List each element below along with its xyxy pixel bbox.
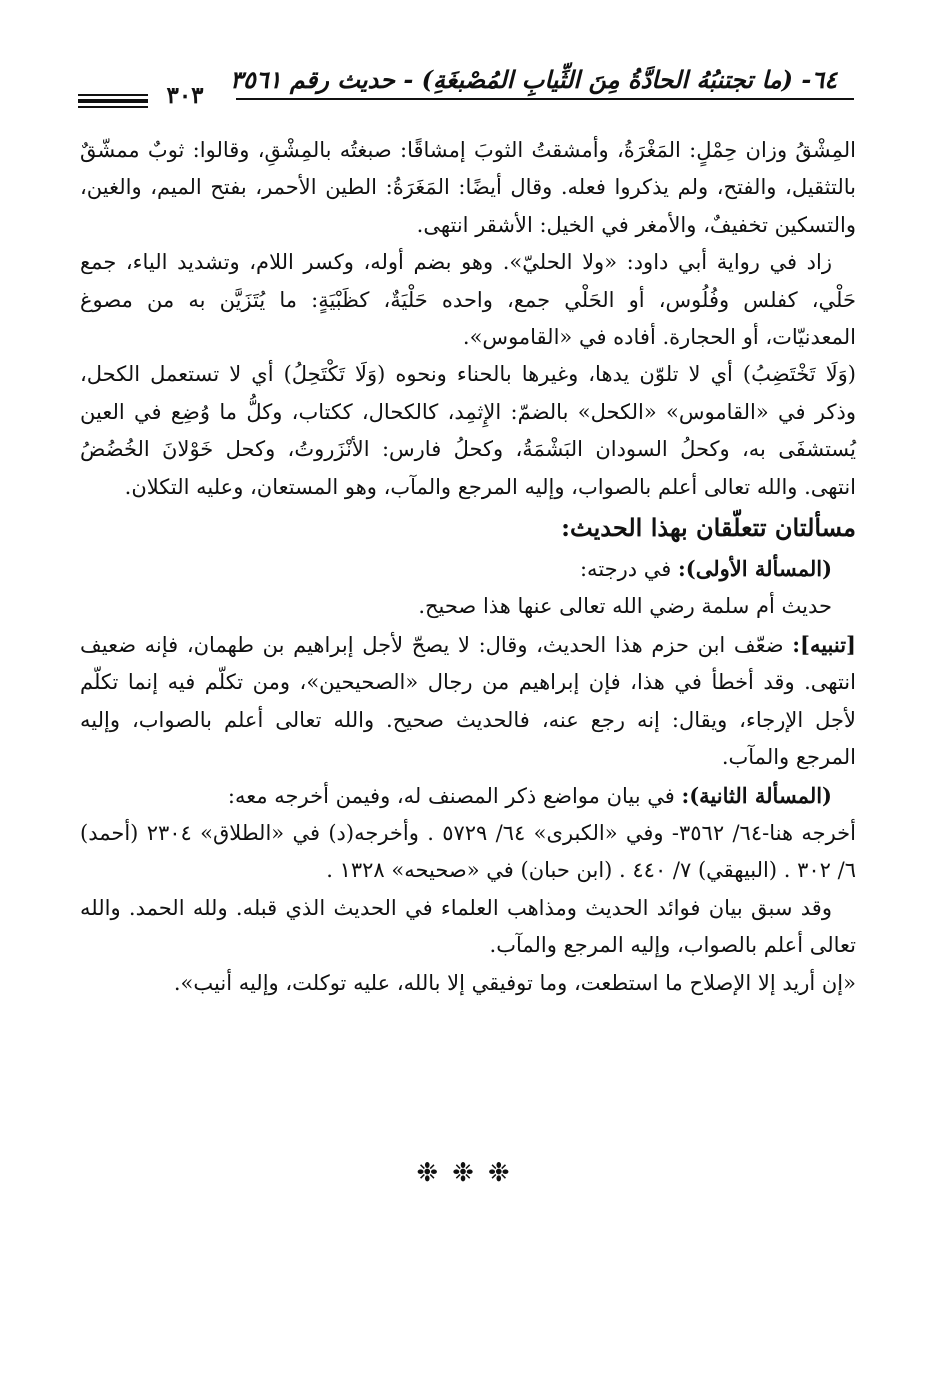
section-end-ornament: ❉❉❉ xyxy=(416,1158,524,1188)
page-number-rule xyxy=(78,94,148,96)
note-paragraph xyxy=(80,626,856,777)
running-header-title: ٦٤- (ما تجتنبُهُ الحادَّةُ مِنَ الثِّيابِ المُصْبغَةِ) - حديث رقم ٣٥٦١ xyxy=(230,64,838,94)
note-label: [تنبيه]: xyxy=(792,631,856,657)
page-number-rule xyxy=(78,99,148,103)
paragraph-kohl: (وَلَا تَخْتَضِبُ) أي لا تلوّن يدها، وغيرها بالحناء ونحوه (وَلَا تَكْتَحِلُ) أي لا تستعمل الكحل، وذكر في «القاموس» «الكحل» بالضمّ: الإِثمِد، كالكحال، ككتاب، وكلُّ ما وُضِع في العين يُستشفَى به، وكحلُ السودان البَشْمَةُ، وكحلُ فارس: الأنْزَروتُ، وكحل خَوْلانَ الخُضُضُ انتهى. والله تعالى أعلم بالصواب، وإليه المرجع والمآب، وهو المستعان، وعليه التكلان. xyxy=(80,362,856,499)
issue-two-text: في بيان مواضع ذكر المصنف له، وفيمن أخرجه معه: xyxy=(227,783,675,808)
main-text xyxy=(80,132,856,1002)
page-number-block xyxy=(78,82,238,112)
page-number: ٣٠٣ xyxy=(166,82,204,109)
issue-one-label: (المسألة الأولى): xyxy=(678,556,832,582)
page-number-rule xyxy=(78,106,148,108)
issue-one xyxy=(80,550,856,588)
issue-two-label: (المسألة الثانية): xyxy=(681,782,832,808)
header-rule xyxy=(236,98,854,100)
paragraph-grade: حديث أم سلمة رضي الله تعالى عنها هذا صحيح. xyxy=(418,594,832,619)
paragraph-benefits: وقد سبق بيان فوائد الحديث ومذاهب العلماء في الحديث الذي قبله. ولله الحمد. والله تعالى أعلم بالصواب، وإليه المرجع والمآب. xyxy=(80,895,856,958)
section-heading: مسألتان تتعلّقان بهذا الحديث: xyxy=(561,513,856,543)
issue-two xyxy=(80,777,856,815)
paragraph-sources: أخرجه هنا-٦٤/ ٣٥٦٢- وفي «الكبرى» ٦٤/ ٥٧٢٩ . وأخرجه(د) في «الطلاق» ٢٣٠٤ (أحمد) ٦/ ٣٠٢ . (البيهقي) ٧/ ٤٤٠ . (ابن حبان) في «صحيحه» ١٣٢٨ . xyxy=(80,820,856,883)
paragraph-mishq: المِشْقُ وزان حِمْلٍ: المَغْرَةُ، وأمشقتُ الثوبَ إمشاقًا: صبغتُه بالمِشْقِ، وقالوا: ثوبٌ ممشّقٌ بالتثقيل، والفتح، ولم يذكروا فعله. وقال أيضًا: المَغَرَةُ: الطين الأحمر، بفتح الميم، والغين، والتسكين تخفيفٌ، والأمغر في الخيل: الأشقر انتهى. xyxy=(80,138,856,237)
note-text: ضعّف ابن حزم هذا الحديث، وقال: لا يصحّ لأجل إبراهيم بن طهمان، فإنه ضعيف انتهى. وقد أخطأ في هذا، فإن إبراهيم من رجال «الصحيحين»، ومن تكلّم فيه إنما تكلّم لأجل الإرجاء، ويقال: إنه رجع عنه، فالحديث صحيح. والله تعالى أعلم بالصواب، وإليه المرجع والمآب. xyxy=(80,632,856,770)
paragraph-huliyy: زاد في رواية أبي داود: «ولا الحليّ». وهو بضم أوله، وكسر اللام، وتشديد الياء، جمع حَلْي، كفلس وفُلُوس، أو الحَلْي جمع، واحده حَلْيَةٌ، كظَبْيَةٍ: ما يُتَزَيَّن به من مصوغ المعدنيّات، أو الحجارة. أفاده في «القاموس». xyxy=(80,250,856,350)
paragraph-closing-verse: «إن أريد إلا الإصلاح ما استطعت، وما توفيقي إلا بالله، عليه توكلت، وإليه أنيب». xyxy=(173,970,856,995)
running-header xyxy=(230,58,854,100)
issue-one-text: في درجته: xyxy=(579,557,672,582)
